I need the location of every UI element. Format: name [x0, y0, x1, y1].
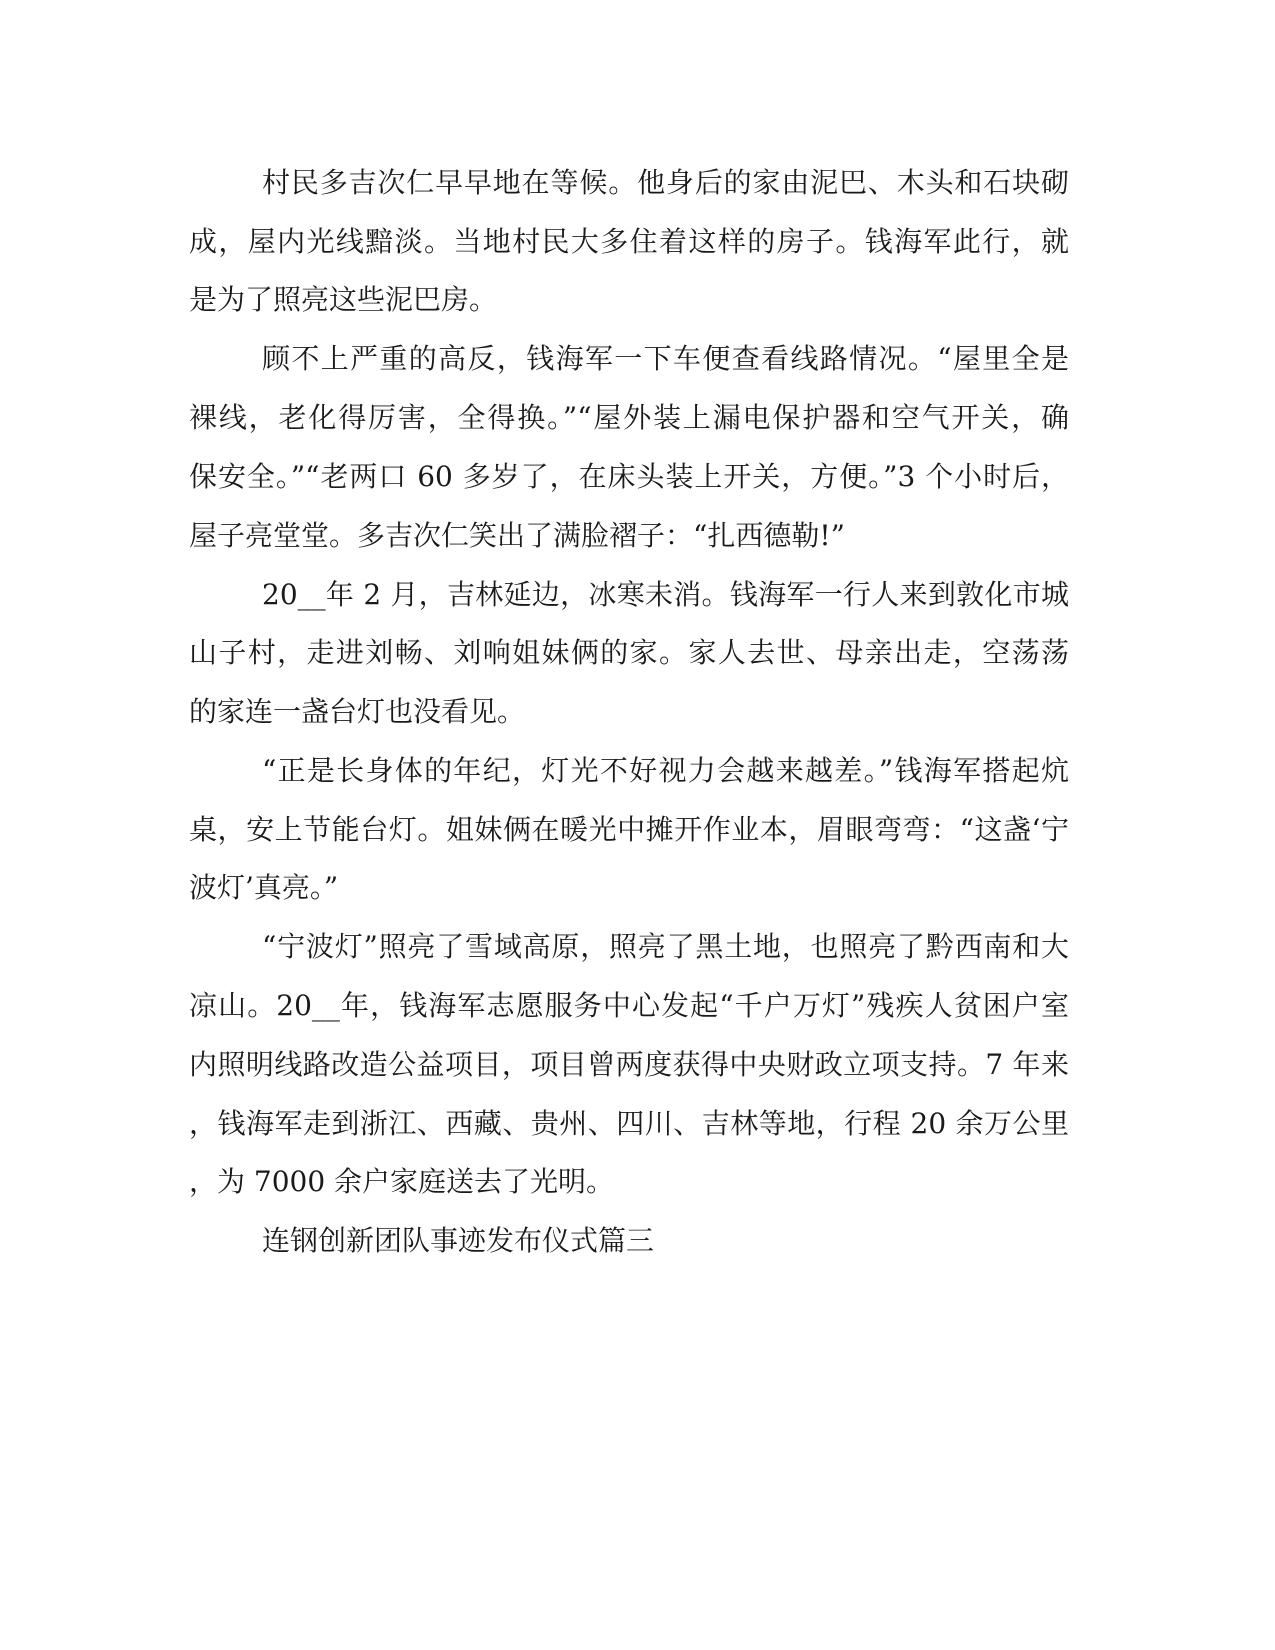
paragraph-2-line-3: 保安全。”“老两口 60 多岁了，在床头装上开关，方便。”3 个小时后，	[189, 460, 1069, 493]
paragraph-5-line-2: 凉山。20__年，钱海军志愿服务中心发起“千户万灯”残疾人贫困户室	[189, 989, 1069, 1022]
paragraph-3-line-1: 20__年 2 月，吉林延边，冰寒未消。钱海军一行人来到敦化市城	[262, 578, 1069, 611]
paragraph-4-line-3: 波灯’真亮。”	[189, 871, 339, 904]
paragraph-5-line-3: 内照明线路改造公益项目，项目曾两度获得中央财政立项支持。7 年来	[189, 1048, 1069, 1081]
paragraph-4-line-1: “正是长身体的年纪，灯光不好视力会越来越差。”钱海军搭起炕	[262, 754, 1069, 787]
paragraph-3-line-3: 的家连一盏台灯也没看见。	[189, 695, 526, 728]
paragraph-2-line-4: 屋子亮堂堂。多吉次仁笑出了满脸褶子：“扎西德勒!”	[189, 519, 845, 552]
paragraph-1-line-2: 成，屋内光线黯淡。当地村民大多住着这样的房子。钱海军此行，就	[189, 225, 1069, 258]
section-heading: 连钢创新团队事迹发布仪式篇三	[262, 1224, 655, 1257]
paragraph-5-line-1: “宁波灯”照亮了雪域高原，照亮了黑土地，也照亮了黔西南和大	[262, 930, 1069, 963]
paragraph-2-line-1: 顾不上严重的高反，钱海军一下车便查看线路情况。“屋里全是	[262, 342, 1069, 375]
paragraph-5-line-5: ，为 7000 余户家庭送去了光明。	[189, 1165, 615, 1198]
paragraph-4-line-2: 桌，安上节能台灯。姐妹俩在暖光中摊开作业本，眉眼弯弯：“这盏‘宁	[189, 813, 1069, 846]
paragraph-3-line-2: 山子村，走进刘畅、刘响姐妹俩的家。家人去世、母亲出走，空荡荡	[189, 636, 1069, 669]
paragraph-1-line-3: 是为了照亮这些泥巴房。	[189, 283, 498, 316]
paragraph-2-line-2: 裸线，老化得厉害，全得换。”“屋外装上漏电保护器和空气开关，确	[189, 401, 1069, 434]
paragraph-5-line-4: ，钱海军走到浙江、西藏、贵州、四川、吉林等地，行程 20 余万公里	[189, 1107, 1069, 1140]
paragraph-1-line-1: 村民多吉次仁早早地在等候。他身后的家由泥巴、木头和石块砌	[262, 166, 1069, 199]
